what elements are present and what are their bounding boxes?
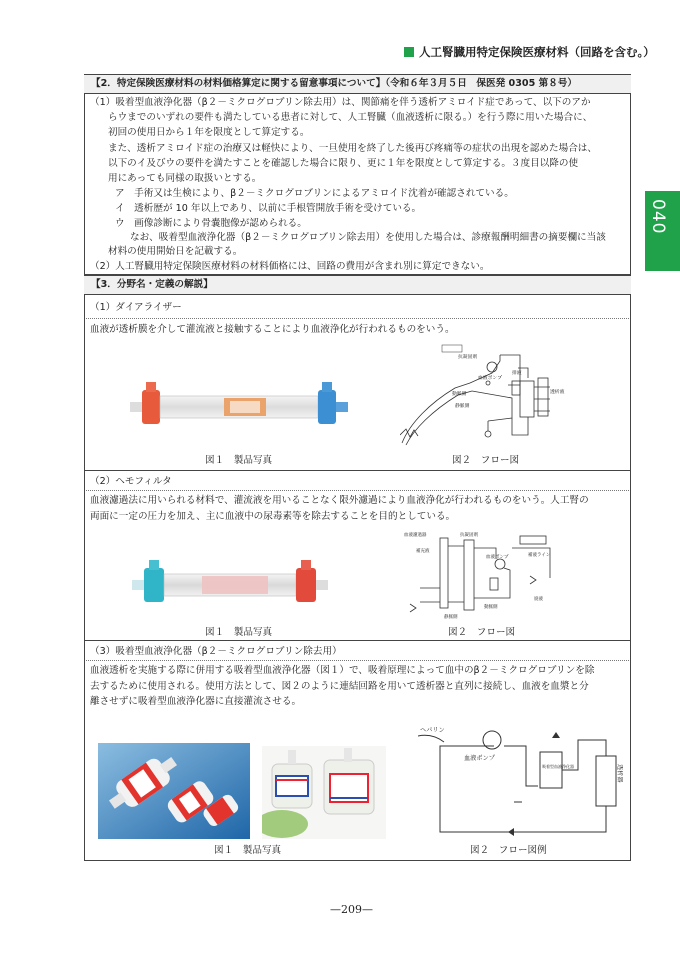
paragraph-line: （1）吸着型血液浄化器（β２－ミクログロブリン除去用）は、関節痛を伴う透析アミロイド症であって、以下のアか [90,97,591,108]
diagram-label: 吸着型血液浄化器 [542,764,574,769]
page-number: —209— [330,903,373,916]
item3-title: （3）吸着型血液浄化器（β２－ミクログロブリン除去用） [90,646,342,657]
diagram-label: 血液ポンプ [478,376,502,381]
item3-text: 離させずに吸着型血液浄化器に直接灌流させる。 [90,696,302,707]
item2-text: 血液濾過法に用いられる材料で、灌流液を用いることなく限外濾過により血液浄化が行われるものをいう。人工腎の [90,495,589,506]
item1-title: （1）ダイアライザー [90,302,182,313]
paragraph-line: 以下のイ及びウの要件を満たすことを確認した場合に限り、更に１年を限度として算定する。３度目以降の使 [108,158,579,169]
item1-text: 血液が透析膜を介して灌流液と接触することにより血液浄化が行われるものをいう。 [90,324,455,335]
adsorber-photo-1 [98,743,250,839]
item2-text: 両面に一定の圧力を加え、主に血液中の尿毒素等を除去することを目的としている。 [90,511,456,522]
section2-heading: 【2．特定保険医療材料の材料価格算定に関する留意事項について】（令和６年３月５日 保医発 0305 第８号） [91,78,577,89]
item2-title: （2）ヘモフィルタ [90,476,172,487]
header-title: 人工腎臓用特定保険医療材料（回路を含む。） [419,45,655,59]
figure-caption: 図２ フロー図 [448,627,516,638]
diagram-label: 血液ポンプ [486,555,509,560]
diagram-label: ヘパリン [420,727,445,734]
item3-text: 去するために使用される。使用方法として、図２のように連結回路を用いて透析器と直列に接続し、血液を血漿と分 [90,681,589,692]
paragraph-line: 初回の使用日から１年を限度として算定する。 [108,127,310,138]
diagram-label: 血液ポンプ [464,755,495,762]
chapter-number: 040 [648,199,668,235]
divider [84,640,631,641]
paragraph-line: （2）人工腎臓用特定保険医療材料の材料価格には、回路の費用が含まれ別に算定できない。 [90,261,490,272]
section3-heading: 【3．分野名・定義の解説】 [91,279,213,290]
figure-caption: 図２ フロー図 [452,455,520,466]
diagram-label: 血液濾過器 [404,533,427,538]
figure-caption: 図１ 製品写真 [205,455,273,466]
paragraph-line: なお、吸着型血液浄化器（β２－ミクログロブリン除去用）を使用した場合は、診療報酬明細書の摘要欄に当該 [130,232,606,243]
dotted-divider [86,660,629,661]
diagram-label: 補充液 [416,549,430,554]
diagram-label: 透析器 [616,764,623,783]
diagram-label: 動脈側 [484,605,498,610]
paragraph-line: らウまでのいずれの要件も満たしている患者に対して、人工腎臓（血液透析に限る。）を行う際に用いた場合に、 [108,112,593,123]
dotted-divider [86,490,629,491]
dotted-divider [86,318,629,319]
diagram-label: 透析液 [550,390,565,395]
hemofilter-flow-diagram [400,528,565,623]
list-item: ア 手術又は生検により、β２－ミクログロブリンによるアミロイド沈着が確認されている。 [115,188,514,199]
divider [84,93,631,94]
divider [84,470,631,471]
green-square-icon [404,47,414,57]
hemofilter-photo [130,558,330,614]
chapter-tab [645,191,680,271]
item3-text: 血液透析を実施する際に併用する吸着型血液浄化器（図１）で、吸着原理によって血中のβ２－ミクログロブリンを除 [90,665,595,676]
list-item: ウ 画像診断により骨嚢胞像が認められる。 [115,218,307,229]
diagram-label: 静脈側 [444,615,458,620]
running-header [404,44,655,60]
diagram-label: 排液 [512,371,522,376]
dialyzer-flow-diagram [400,343,565,448]
diagram-label: 廃液 [534,597,543,602]
adsorber-photo-2 [262,746,386,839]
diagram-label: 補液ライン [528,553,551,558]
divider [84,294,631,295]
diagram-label: 抗凝固剤 [460,533,478,538]
list-item: イ 透析歴が 10 年以上であり、以前に手根管開放手術を受けている。 [115,203,422,214]
diagram-label: 動脈側 [452,392,467,397]
dialyzer-photo [126,376,352,436]
paragraph-line: また、透析アミロイド症の治療又は軽快により、一旦使用を終了した後再び疼痛等の症状の出現を認めた場合は、 [108,143,597,154]
paragraph-line: 材料の使用開始日を記載する。 [108,246,243,257]
figure-caption: 図２ フロー図例 [470,845,547,856]
figure-caption: 図１ 製品写真 [205,627,273,638]
diagram-label: 抗凝固剤 [458,355,478,360]
adsorber-flow-diagram [418,716,623,838]
figure-caption: 図１ 製品写真 [214,845,282,856]
diagram-label: 静脈側 [455,404,470,409]
paragraph-line: 用にあっても同様の取扱いとする。 [108,173,262,184]
